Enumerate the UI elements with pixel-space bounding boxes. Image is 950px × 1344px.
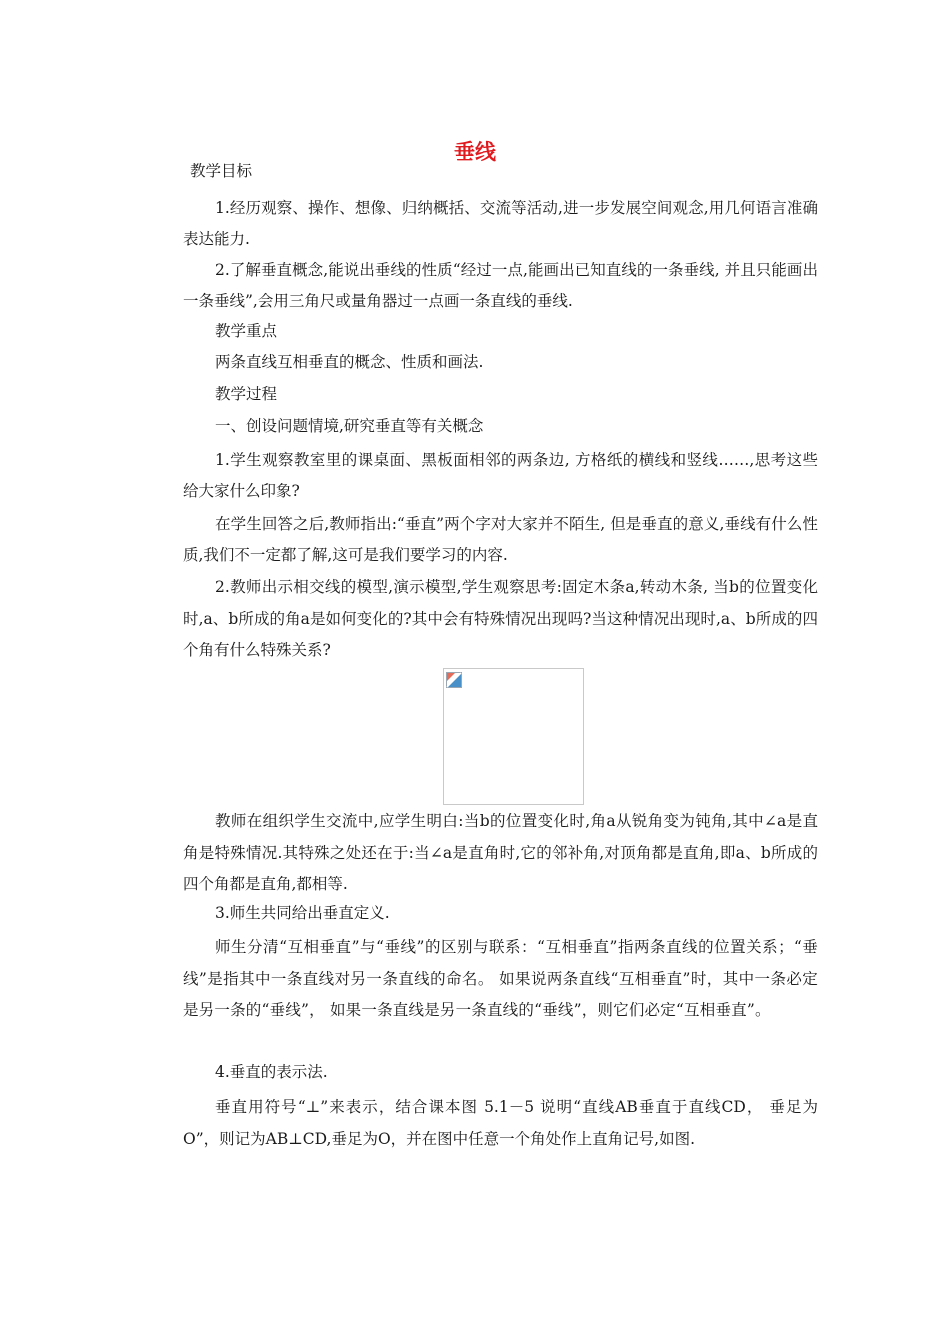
section-heading-focus: 教学重点 <box>215 322 278 340</box>
process-paragraph-1: 1.学生观察教室里的课桌面、黑板面相邻的两条边, 方格纸的横线和竖线……,思考这些给大家什么印象? <box>183 451 818 500</box>
process-step-1-heading: 一、创设问题情境,研究垂直等有关概念 <box>215 417 484 435</box>
process-step-3: 3.师生共同给出垂直定义. <box>215 904 390 922</box>
objective-1: 1.经历观察、操作、想像、归纳概括、交流等活动,进一步发展空间观念,用几何语言准确表达能力. <box>183 199 818 248</box>
process-paragraph-3: 2.教师出示相交线的模型,演示模型,学生观察思考:固定木条a,转动木条, 当b的位置变化时,a、b所成的角a是如何变化的?其中会有特殊情况出现吗?当这种情况出现时,a、b所成的四个角有什么特殊关系? <box>183 578 818 659</box>
figure-image <box>443 668 584 805</box>
process-paragraph-6: 垂直用符号“⊥”来表示，结合课本图 5.1－5 说明“直线AB垂直于直线CD， 垂足为O”，则记为AB⊥CD,垂足为O，并在图中任意一个角处作上直角记号,如图. <box>183 1098 818 1148</box>
broken-image-icon <box>446 672 462 688</box>
section-heading-objectives: 教学目标 <box>190 162 253 180</box>
page-title: 垂线 <box>454 140 496 164</box>
process-step-4: 4.垂直的表示法. <box>215 1063 328 1081</box>
objective-2: 2.了解垂直概念,能说出垂线的性质“经过一点,能画出已知直线的一条垂线, 并且只能画出一条垂线”,会用三角尺或量角器过一点画一条直线的垂线. <box>183 261 818 310</box>
process-paragraph-2: 在学生回答之后,教师指出:“垂直”两个字对大家并不陌生, 但是垂直的意义,垂线有什么性质,我们不一定都了解,这可是我们要学习的内容. <box>183 515 818 564</box>
process-paragraph-4: 教师在组织学生交流中,应学生明白:当b的位置变化时,角a从锐角变为钝角,其中∠a是直角是特殊情况.其特殊之处还在于:当∠a是直角时,它的邻补角,对顶角都是直角,即a、b所成的四个角都是直角,都相等. <box>183 812 818 893</box>
section-heading-process: 教学过程 <box>215 385 278 403</box>
focus-text: 两条直线互相垂直的概念、性质和画法. <box>215 353 484 371</box>
process-paragraph-5: 师生分清“互相垂直”与“垂线”的区别与联系：“互相垂直”指两条直线的位置关系；“垂线”是指其中一条直线对另一条直线的命名。 如果说两条直线“互相垂直”时，其中一条必定是另一条的“垂线”， 如果一条直线是另一条直线的“垂线”，则它们必定“互相垂直”。 <box>183 938 818 1019</box>
